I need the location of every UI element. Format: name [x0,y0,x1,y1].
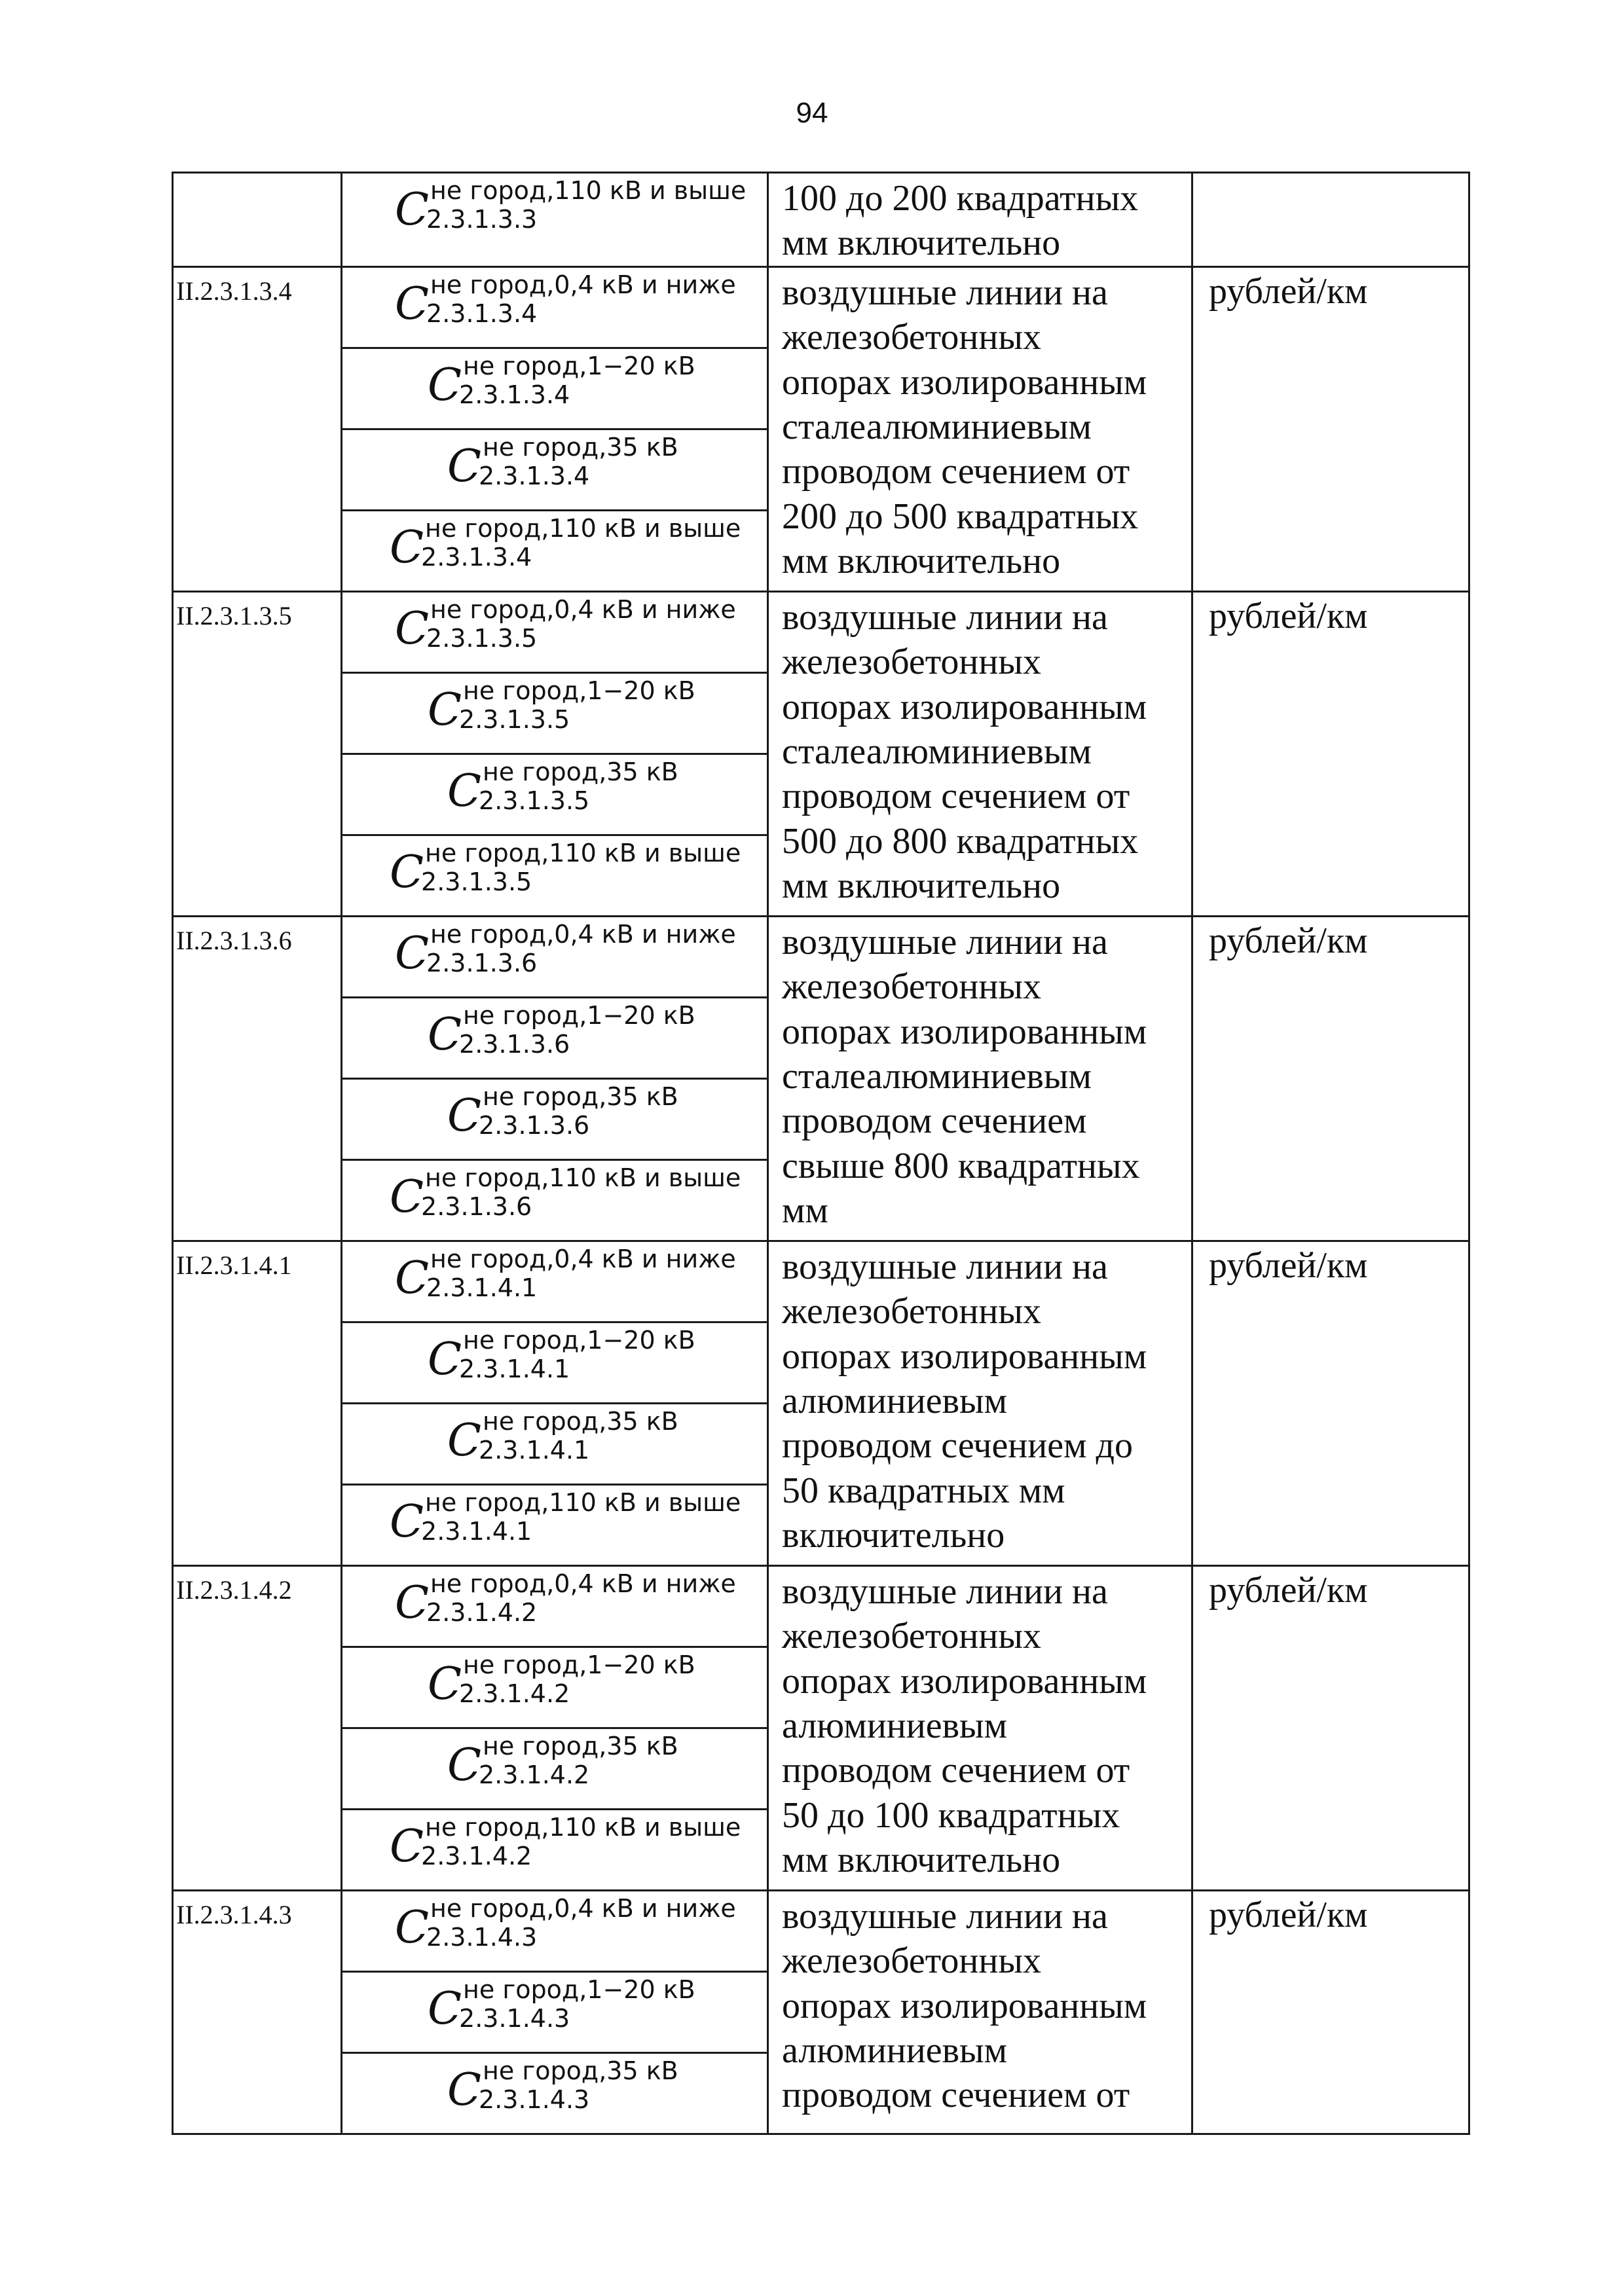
description-line: проводом сечением от [782,776,1130,817]
tariff-table [172,172,1470,2135]
item-description [768,173,1192,267]
rate-symbol [395,595,736,653]
description-line: мм включительно [782,1840,1061,1881]
item-code: II.2.3.1.4.2 [173,1565,342,1890]
description-line: опорах изолированным [782,1011,1147,1052]
symbol-superscript: не город,110 кВ и выше [425,513,741,543]
symbol-superscript: не город,1−20 кВ [463,1325,695,1355]
rate-symbol-cell [342,1809,768,1890]
symbol-superscript: не город,35 кВ [483,1406,678,1436]
description-line: включительно [782,1515,1005,1556]
symbol-letter: C [428,1008,462,1061]
symbol-subscript: 2.3.1.3.4 [421,542,532,572]
symbol-subscript: 2.3.1.3.4 [459,380,570,409]
description-line: сталеалюминиевым [782,407,1092,448]
symbol-superscript: не город,110 кВ и выше [425,1487,741,1517]
symbol-superscript: не город,0,4 кВ и ниже [430,1569,736,1598]
rate-symbol-cell [342,510,768,591]
symbol-superscript: не город,1−20 кВ [463,351,695,380]
symbol-subscript: 2.3.1.4.1 [426,1273,538,1302]
symbol-letter: C [390,521,424,574]
item-unit: рублей/км [1192,266,1469,591]
symbol-superscript: не город,35 кВ [483,1731,678,1760]
rate-symbol [447,757,678,815]
symbol-subscript: 2.3.1.4.2 [426,1597,538,1627]
item-description [768,1565,1192,1890]
symbol-subscript: 2.3.1.3.3 [426,205,538,234]
symbol-superscript: не город,0,4 кВ и ниже [430,1244,736,1273]
symbol-subscript: 2.3.1.3.6 [421,1192,532,1221]
symbol-letter: C [447,1739,482,1791]
rate-symbol [390,1813,741,1870]
description-line: сталеалюминиевым [782,731,1092,773]
symbol-superscript: не город,110 кВ и выше [425,1812,741,1842]
symbol-letter: C [428,1658,462,1710]
table-row [173,1241,1469,1322]
description-line: мм включительно [782,223,1061,264]
symbol-superscript: не город,110 кВ и выше [425,838,741,867]
symbol-superscript: не город,0,4 кВ и ниже [430,1893,736,1923]
description-line: проводом сечением от [782,2075,1130,2116]
rate-symbol-cell [342,1403,768,1484]
rate-symbol [447,433,678,490]
item-unit [1192,173,1469,267]
item-code: II.2.3.1.3.5 [173,591,342,916]
symbol-letter: C [395,184,430,236]
symbol-letter: C [395,1576,430,1629]
item-description [768,916,1192,1241]
rate-symbol [428,1975,695,2033]
rate-symbol-cell [342,1647,768,1728]
rate-symbol [395,176,746,234]
description-line: проводом сечением до [782,1425,1134,1467]
rate-symbol [428,676,695,734]
item-unit: рублей/км [1192,1565,1469,1890]
description-line: 50 до 100 квадратных [782,1795,1120,1836]
item-description [768,1890,1192,2134]
description-line: опорах изолированным [782,1336,1147,1377]
symbol-letter: C [428,1333,462,1385]
rate-symbol-cell [342,1322,768,1403]
rate-symbol [395,1569,736,1627]
symbol-letter: C [395,1901,430,1954]
symbol-superscript: не город,35 кВ [483,1082,678,1111]
table-row [173,591,1469,672]
description-line: алюминиевым [782,2030,1008,2071]
item-unit: рублей/км [1192,1890,1469,2134]
symbol-letter: C [447,2064,482,2116]
item-code [173,173,342,267]
rate-symbol-cell [342,348,768,429]
symbol-letter: C [395,1252,430,1304]
rate-symbol [395,1245,736,1302]
description-line: свыше 800 квадратных [782,1145,1140,1186]
rate-symbol-cell [342,173,768,267]
item-unit: рублей/км [1192,591,1469,916]
rate-symbol [390,839,741,896]
description-line: опорах изолированным [782,361,1147,403]
description-line: проводом сечением от [782,451,1130,492]
description-line: 50 квадратных мм [782,1470,1065,1511]
symbol-subscript: 2.3.1.3.5 [426,623,538,653]
symbol-letter: C [390,1171,424,1223]
symbol-superscript: не город,35 кВ [483,432,678,462]
rate-symbol [447,1732,678,1789]
table-row [173,916,1469,997]
symbol-letter: C [447,440,482,492]
item-description [768,1241,1192,1565]
rate-symbol-cell [342,2052,768,2134]
symbol-subscript: 2.3.1.3.6 [426,948,538,977]
symbol-letter: C [395,602,430,655]
description-line: проводом сечением [782,1101,1087,1142]
description-line: 500 до 800 квадратных [782,820,1139,862]
rate-symbol-cell [342,1484,768,1565]
symbol-subscript: 2.3.1.4.1 [479,1435,590,1465]
rate-symbol [395,1894,736,1952]
rate-symbol-cell [342,1078,768,1159]
symbol-subscript: 2.3.1.4.3 [426,1922,538,1952]
symbol-letter: C [447,765,482,817]
description-line: опорах изолированным [782,686,1147,727]
description-line: железобетонных [782,1291,1041,1332]
rate-symbol [390,1163,741,1221]
page-number: 94 [796,97,828,129]
description-line: мм [782,1190,828,1231]
rate-symbol [447,2056,678,2114]
description-line: алюминиевым [782,1705,1008,1747]
rate-symbol-cell [342,591,768,672]
rate-symbol-cell [342,916,768,997]
symbol-superscript: не город,0,4 кВ и ниже [430,594,736,624]
symbol-letter: C [390,1820,424,1872]
rate-symbol-cell [342,266,768,348]
symbol-letter: C [390,846,424,898]
description-line: железобетонных [782,317,1041,358]
description-line: воздушные линии на [782,921,1108,962]
description-line: железобетонных [782,642,1041,683]
symbol-subscript: 2.3.1.4.3 [479,2085,590,2114]
symbol-superscript: не город,1−20 кВ [463,1650,695,1679]
item-unit: рублей/км [1192,1241,1469,1565]
symbol-subscript: 2.3.1.3.4 [426,299,538,328]
symbol-subscript: 2.3.1.3.4 [479,461,590,490]
symbol-superscript: не город,1−20 кВ [463,1000,695,1030]
rate-symbol-cell [342,672,768,754]
rate-symbol [395,270,736,328]
symbol-letter: C [428,359,462,411]
table-row [173,1565,1469,1647]
description-line: железобетонных [782,1616,1041,1657]
description-line: воздушные линии на [782,1571,1108,1612]
item-description [768,266,1192,591]
symbol-superscript: не город,1−20 кВ [463,676,695,705]
rate-symbol-cell [342,1241,768,1322]
description-line: воздушные линии на [782,1246,1108,1287]
rate-symbol-cell [342,1159,768,1241]
symbol-superscript: не город,110 кВ и выше [430,176,747,205]
symbol-letter: C [447,1414,482,1467]
description-line: мм включительно [782,866,1061,907]
table-row [173,1890,1469,1971]
symbol-subscript: 2.3.1.4.2 [459,1679,570,1708]
table-body [173,173,1469,2134]
symbol-subscript: 2.3.1.3.6 [479,1110,590,1140]
item-unit: рублей/км [1192,916,1469,1241]
symbol-superscript: не город,0,4 кВ и ниже [430,919,736,949]
description-line: проводом сечением от [782,1750,1130,1791]
rate-symbol [395,920,736,977]
rate-symbol-cell [342,1890,768,1971]
symbol-letter: C [447,1089,482,1142]
item-code: II.2.3.1.3.4 [173,266,342,591]
rate-symbol-cell [342,429,768,510]
rate-symbol [428,352,695,409]
rate-symbol-cell [342,835,768,916]
table-row [173,173,1469,267]
symbol-subscript: 2.3.1.4.3 [459,2003,570,2033]
symbol-superscript: не город,1−20 кВ [463,1975,695,2004]
description-line: мм включительно [782,541,1061,582]
rate-symbol-cell [342,754,768,835]
rate-symbol [428,1326,695,1383]
rate-symbol-cell [342,997,768,1078]
rate-symbol [447,1407,678,1465]
item-code: II.2.3.1.3.6 [173,916,342,1241]
symbol-letter: C [390,1495,424,1548]
symbol-letter: C [395,927,430,979]
description-line: воздушные линии на [782,272,1108,313]
symbol-superscript: не город,110 кВ и выше [425,1163,741,1192]
symbol-letter: C [428,683,462,736]
description-line: железобетонных [782,966,1041,1008]
description-line: воздушные линии на [782,1895,1108,1937]
rate-symbol-cell [342,1971,768,2052]
symbol-subscript: 2.3.1.3.5 [459,704,570,734]
item-description [768,591,1192,916]
rate-symbol-cell [342,1565,768,1647]
description-line: алюминиевым [782,1381,1008,1422]
rate-symbol [447,1082,678,1140]
symbol-subscript: 2.3.1.4.2 [479,1760,590,1789]
description-line: 200 до 500 квадратных [782,496,1139,537]
symbol-subscript: 2.3.1.3.5 [421,867,532,896]
rate-symbol [390,514,741,572]
symbol-letter: C [395,278,430,330]
symbol-subscript: 2.3.1.4.1 [421,1516,532,1546]
symbol-superscript: не город,35 кВ [483,757,678,786]
table-row [173,266,1469,348]
description-line: железобетонных [782,1941,1041,1982]
description-line: опорах изолированным [782,1985,1147,2026]
description-line: 100 до 200 квадратных [782,178,1139,219]
symbol-letter: C [428,1982,462,2035]
symbol-superscript: не город,0,4 кВ и ниже [430,270,736,299]
rate-symbol [428,1001,695,1059]
description-line: воздушные линии на [782,596,1108,638]
symbol-superscript: не город,35 кВ [483,2056,678,2085]
item-code: II.2.3.1.4.1 [173,1241,342,1565]
rate-symbol [390,1488,741,1546]
rate-symbol [428,1650,695,1708]
rate-symbol-cell [342,1728,768,1809]
symbol-subscript: 2.3.1.4.2 [421,1841,532,1870]
symbol-subscript: 2.3.1.3.6 [459,1029,570,1059]
item-code: II.2.3.1.4.3 [173,1890,342,2134]
symbol-subscript: 2.3.1.3.5 [479,786,590,815]
description-line: опорах изолированным [782,1660,1147,1702]
description-line: сталеалюминиевым [782,1056,1092,1097]
symbol-subscript: 2.3.1.4.1 [459,1354,570,1383]
